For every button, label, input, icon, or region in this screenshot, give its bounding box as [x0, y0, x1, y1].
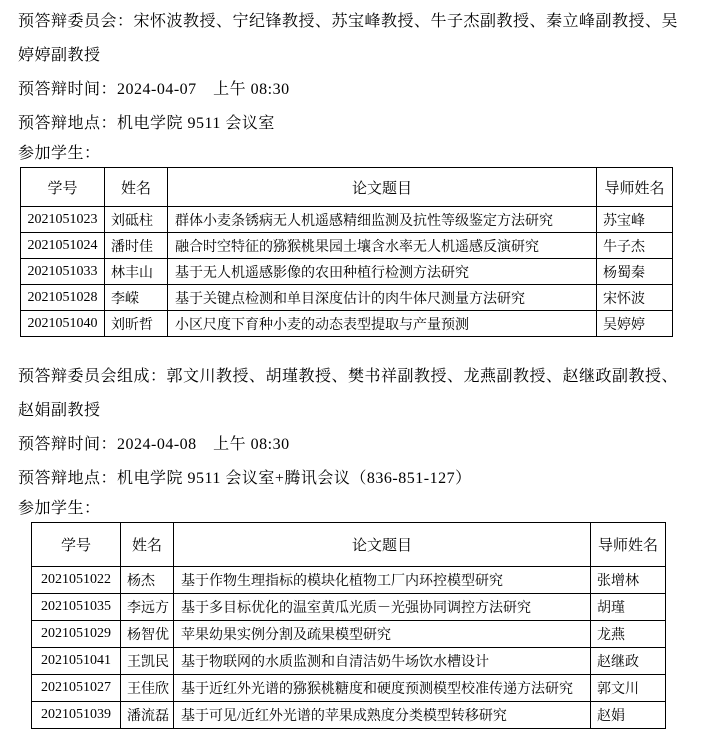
table-row	[32, 702, 666, 729]
thesis-title-cell: 融合时空特征的猕猴桃果园土壤含水率无人机遥感反演研究	[168, 233, 597, 259]
committee-text: 预答辩委员会组成：郭文川教授、胡瑾教授、樊书祥副教授、龙燕副教授、赵继政副教授、赵娟副教授	[18, 368, 679, 419]
table-header-row	[21, 168, 673, 207]
header-advisor-name: 导师姓名	[591, 523, 666, 567]
header-advisor-name: 导师姓名	[597, 168, 673, 207]
advisor-name-cell: 牛子杰	[597, 233, 673, 259]
student-name-cell: 刘昕哲	[105, 311, 168, 337]
header-thesis-title: 论文题目	[168, 168, 597, 207]
student-name-cell: 刘砥柱	[105, 207, 168, 233]
student-id-cell: 2021051039	[32, 702, 121, 729]
header-student-id: 学号	[32, 523, 121, 567]
student-id-cell: 2021051022	[32, 567, 121, 594]
table-row	[21, 233, 673, 259]
table-row	[21, 207, 673, 233]
table-row	[21, 285, 673, 311]
advisor-name-cell: 赵娟	[591, 702, 666, 729]
student-name-cell: 王凯民	[121, 648, 174, 675]
table-row	[32, 675, 666, 702]
advisor-name-cell: 苏宝峰	[597, 207, 673, 233]
advisor-name-cell: 赵继政	[591, 648, 666, 675]
student-name-cell: 杨智优	[121, 621, 174, 648]
student-id-cell: 2021051028	[21, 285, 105, 311]
defense-time-text: 预答辩时间：2024-04-07 上午 08:30	[18, 81, 290, 98]
thesis-title-cell: 基于可见/近红外光谱的苹果成熟度分类模型转移研究	[174, 702, 591, 729]
table-row	[32, 594, 666, 621]
header-student-name: 姓名	[121, 523, 174, 567]
advisor-name-cell: 杨蜀秦	[597, 259, 673, 285]
advisor-name-cell: 胡瑾	[591, 594, 666, 621]
advisor-name-cell: 吴婷婷	[597, 311, 673, 337]
advisor-name-cell: 宋怀波	[597, 285, 673, 311]
thesis-title-cell: 苹果幼果实例分割及疏果模型研究	[174, 621, 591, 648]
student-id-cell: 2021051033	[21, 259, 105, 285]
student-id-cell: 2021051024	[21, 233, 105, 259]
thesis-title-cell: 基于物联网的水质监测和自清洁奶牛场饮水槽设计	[174, 648, 591, 675]
defense-time-text: 预答辩时间：2024-04-08 上午 08:30	[18, 436, 290, 453]
defense-location-text: 预答辩地点：机电学院 9511 会议室	[18, 115, 275, 132]
advisor-name-cell: 张增林	[591, 567, 666, 594]
table-row	[32, 648, 666, 675]
table-row	[32, 621, 666, 648]
pre-defense-section-2	[18, 360, 694, 729]
participants-label: 参加学生：	[18, 145, 101, 162]
student-name-cell: 林丰山	[105, 259, 168, 285]
pre-defense-section-1	[18, 5, 694, 337]
thesis-title-cell: 群体小麦条锈病无人机遥感精细监测及抗性等级鉴定方法研究	[168, 207, 597, 233]
student-id-cell: 2021051040	[21, 311, 105, 337]
student-name-cell: 潘时佳	[105, 233, 168, 259]
thesis-title-cell: 基于作物生理指标的模块化植物工厂内环控模型研究	[174, 567, 591, 594]
thesis-title-cell: 基于多目标优化的温室黄瓜光质－光强协同调控方法研究	[174, 594, 591, 621]
student-id-cell: 2021051023	[21, 207, 105, 233]
student-name-cell: 王佳欣	[121, 675, 174, 702]
thesis-title-cell: 基于近红外光谱的猕猴桃糖度和硬度预测模型校准传递方法研究	[174, 675, 591, 702]
student-id-cell: 2021051035	[32, 594, 121, 621]
student-id-cell: 2021051029	[32, 621, 121, 648]
header-student-id: 学号	[21, 168, 105, 207]
table-row	[21, 311, 673, 337]
student-name-cell: 李远方	[121, 594, 174, 621]
advisor-name-cell: 龙燕	[591, 621, 666, 648]
students-table-1	[20, 167, 673, 337]
thesis-title-cell: 基于关键点检测和单目深度估计的肉牛体尺测量方法研究	[168, 285, 597, 311]
student-name-cell: 潘流磊	[121, 702, 174, 729]
header-thesis-title: 论文题目	[174, 523, 591, 567]
student-name-cell: 杨杰	[121, 567, 174, 594]
thesis-title-cell: 小区尺度下育种小麦的动态表型提取与产量预测	[168, 311, 597, 337]
students-table-2	[31, 522, 666, 729]
table-row	[32, 567, 666, 594]
participants-label: 参加学生：	[18, 500, 101, 517]
thesis-title-cell: 基于无人机遥感影像的农田种植行检测方法研究	[168, 259, 597, 285]
committee-text: 预答辩委员会：宋怀波教授、宁纪锋教授、苏宝峰教授、牛子杰副教授、秦立峰副教授、吴婷婷副教授	[18, 13, 679, 64]
defense-location-text: 预答辩地点：机电学院 9511 会议室+腾讯会议（836-851-127）	[18, 470, 472, 487]
student-id-cell: 2021051027	[32, 675, 121, 702]
table-header-row	[32, 523, 666, 567]
table-row	[21, 259, 673, 285]
student-name-cell: 李嵘	[105, 285, 168, 311]
student-id-cell: 2021051041	[32, 648, 121, 675]
advisor-name-cell: 郭文川	[591, 675, 666, 702]
header-student-name: 姓名	[105, 168, 168, 207]
